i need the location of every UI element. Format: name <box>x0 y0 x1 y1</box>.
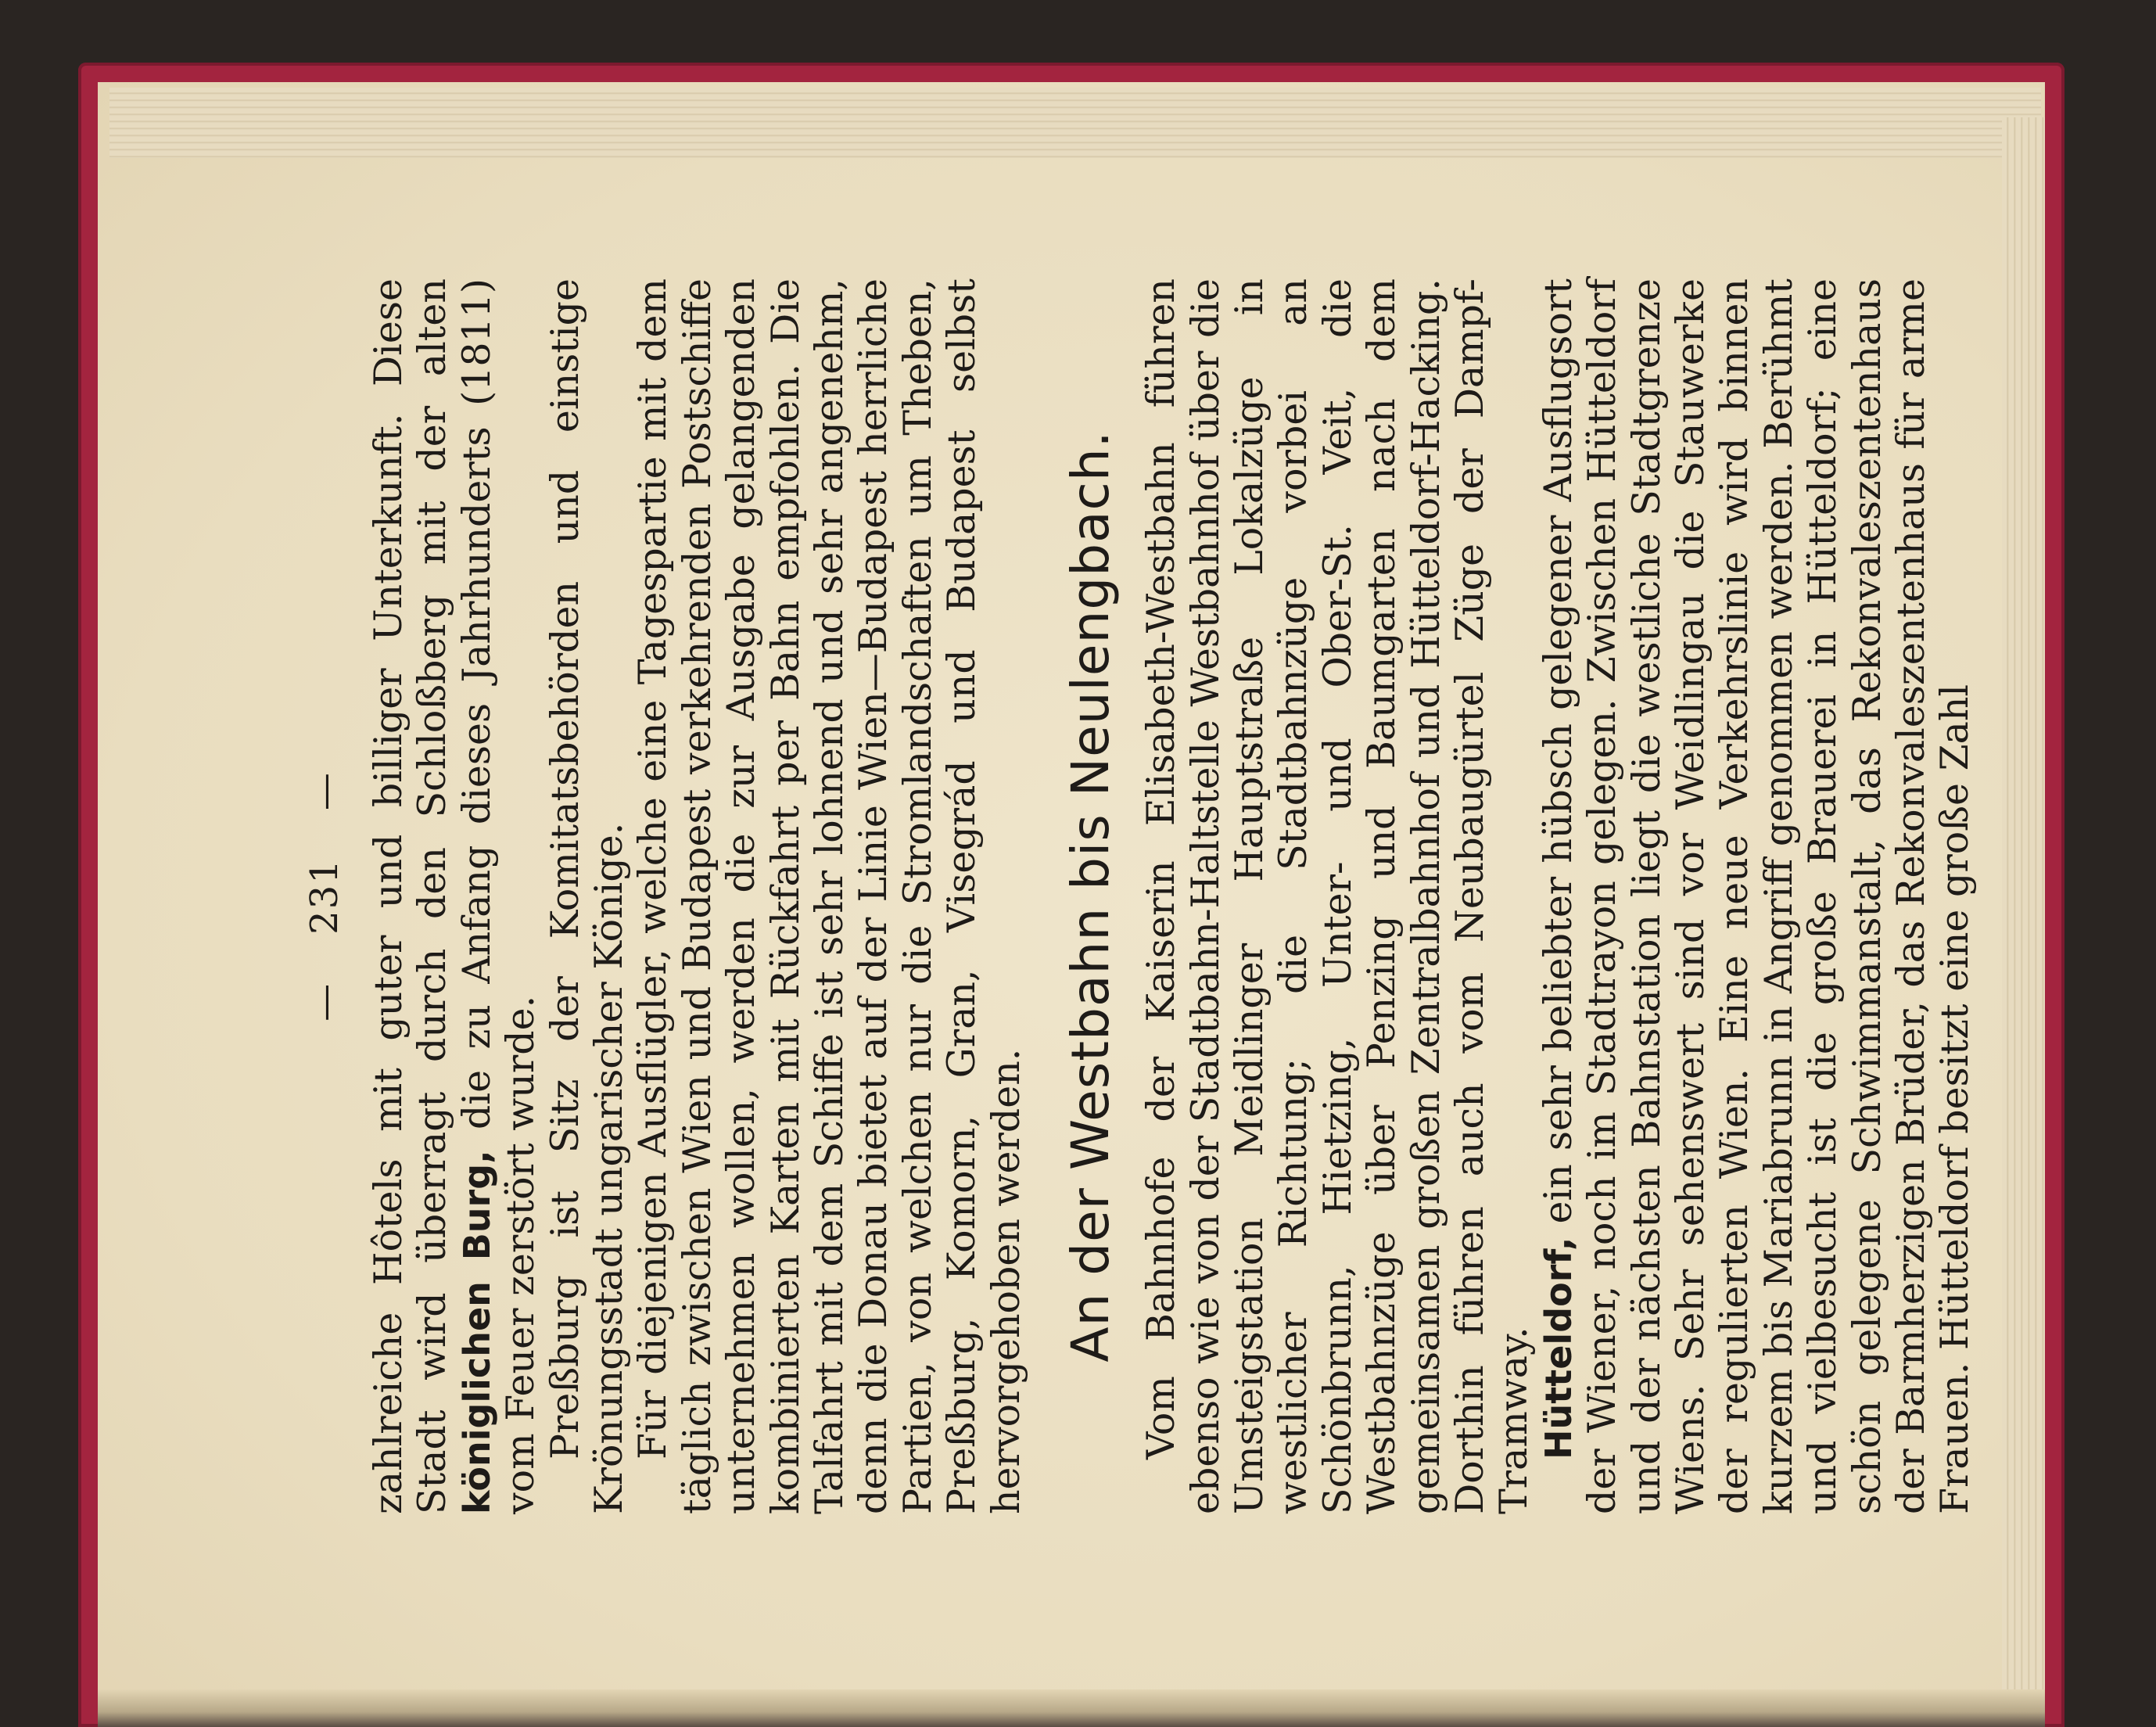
bold-term-huetteldorf: Hütteldorf, <box>1537 1237 1580 1460</box>
paragraph-pressburg-castle <box>367 278 543 1514</box>
page-number: 231 <box>303 858 346 935</box>
dash-right: — <box>303 771 346 811</box>
page-text-column <box>303 278 1978 1514</box>
book-gutter <box>98 1689 2045 1727</box>
paragraph-huetteldorf <box>1537 278 1978 1514</box>
page-edges-top <box>109 88 2041 158</box>
bold-term-castle: königlichen Burg, <box>455 1150 498 1514</box>
paragraph-pressburg-seat: Preßburg ist Sitz der Komitatsbehörden und einstige Krönungsstadt ungarischer Könige. <box>542 278 632 1514</box>
paragraph-text: zahlreiche Hôtels mit guter und billiger Unterkunft. Diese Stadt wird überragt durch den Schloßberg mit der alten <box>366 278 455 1514</box>
section-heading: An der Westbahn bis Neulengbach. <box>1060 430 1121 1363</box>
paragraph-text: ein sehr beliebter hübsch gelegener Ausflugsort der Wiener, noch im Stadtrayon gelegen. Zwischen Hütteldorf und der nächsten Bahnstation liegt die westliche Stadtgrenze Wiens. Sehr sehenswert sind vor Weidlingau die Stauwerke der regulierten Wien. Eine neue Verkehrslinie wird binnen kurzem bis Mariabrunn in Angriff genommen werden. Berühmt und vielbesucht ist die große Brauerei in Hütteldorf; eine schön gelegene Schwimmanstalt, das Rekonvaleszentenhaus der Barmherzigen Brüder, das Rekonvaleszentenhaus für arme Frauen. Hütteldorf besitzt eine große Zahl <box>1535 278 1978 1514</box>
paragraph-westbahn: Vom Bahnhofe der Kaiserin Elisabeth-Westbahn führen ebenso wie von der Stadtbahn-Haltstelle Westbahnhof über die Umsteigstation Meidlinger Hauptstraße Lokalzüge in westlicher Richtung; die Stadtbahnzüge vorbei an Schönbrunn, Hietzing, Unter- und Ober-St. Veit, die Westbahnzüge über Penzing und Baumgarten nach dem gemeinsamen großen Zentralbahnhof und Hütteldorf-Hacking. Dorthin führen auch vom Neubaugürtel Züge der Dampf-Tramway. <box>1139 278 1537 1514</box>
running-head <box>303 278 348 1514</box>
dash-left: — <box>303 982 346 1021</box>
paragraph-day-trip: Für diejenigen Ausflügler, welche eine Tagespartie mit dem täglich zwischen Wien und Budapest verkehrenden Postschiffe unternehmen wollen, werden die zur Ausgabe gelangenden kombinierten Karten mit Rückfahrt per Bahn empfohlen. Die Talfahrt mit dem Schiffe ist sehr lohnend und sehr angenehm, denn die Donau bietet auf der Linie Wien—Budapest herrliche Partien, von welchen nur die Stromlandschaften um Theben, Preßburg, Komorn, Gran, Visegrád und Budapest selbst hervorgehoben werden. <box>630 278 1028 1514</box>
paragraph-text: die zu Anfang dieses Jahrhunderts (1811) vom Feuer zerstört wurde. <box>454 278 543 1514</box>
page-edges-right <box>2002 117 2045 1727</box>
